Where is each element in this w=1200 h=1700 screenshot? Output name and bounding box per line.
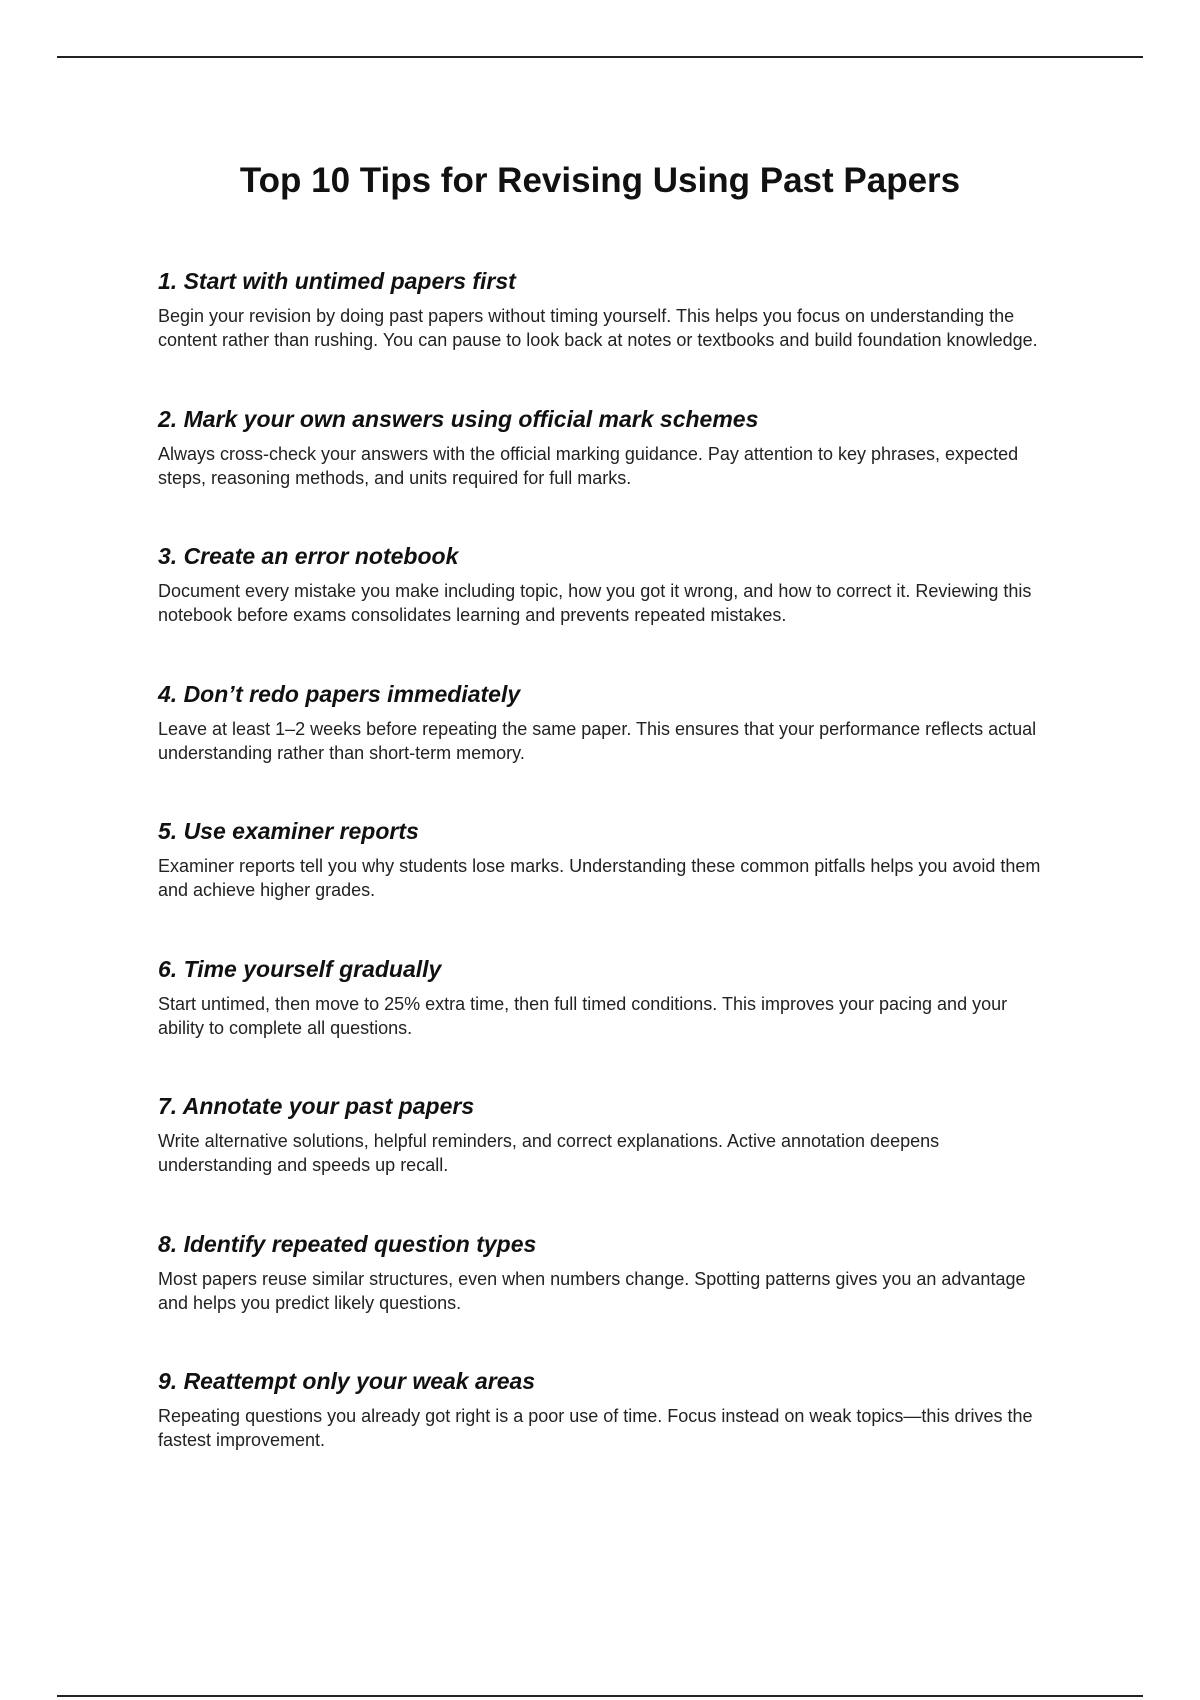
top-rule: [57, 56, 1143, 58]
tip-heading: 4. Don’t redo papers immediately: [158, 680, 521, 707]
tips-list: [158, 266, 1058, 1504]
tip-body: Write alternative solutions, helpful reminders, and correct explanations. Active annotation deepens understanding and speeds up recall.: [158, 1131, 940, 1175]
tip-heading: 8. Identify repeated question types: [158, 1230, 537, 1257]
tip-item-8: [158, 1229, 1058, 1367]
tip-body: Repeating questions you already got right is a poor use of time. Focus instead on weak topics—this drives the fastest improvement.: [158, 1406, 1033, 1450]
tip-body: Examiner reports tell you why students lose marks. Understanding these common pitfalls helps you avoid them and achieve higher grades.: [158, 856, 1041, 900]
tip-body: Most papers reuse similar structures, even when numbers change. Spotting patterns gives you an advantage and helps you predict likely questions.: [158, 1268, 1026, 1313]
tip-heading: 7. Annotate your past papers: [158, 1093, 475, 1119]
bottom-rule: [57, 1695, 1143, 1697]
tip-heading: 1. Start with untimed papers first: [158, 268, 516, 294]
tip-body: Leave at least 1–2 weeks before repeating the same paper. This ensures that your performance reflects actual understanding rather than short-term memory.: [158, 718, 1037, 763]
tip-heading: 2. Mark your own answers using official mark schemes: [158, 405, 759, 432]
tip-heading: 3. Create an error notebook: [158, 543, 459, 569]
page-title: Top 10 Tips for Revising Using Past Papers: [239, 161, 961, 200]
tip-body: Start untimed, then move to 25% extra time, then full timed conditions. This improves your pacing and your ability to complete all questions.: [158, 993, 1008, 1038]
tip-item-6: [158, 954, 1058, 1092]
tip-body: Begin your revision by doing past papers without timing yourself. This helps you focus on understanding the content rather than rushing. You can pause to look back at notes or textbooks and build foundation knowledge.: [158, 306, 1038, 350]
tip-body: Always cross-check your answers with the official marking guidance. Pay attention to key phrases, expected steps, reasoning methods, and units required for full marks.: [158, 443, 1019, 488]
tip-item-2: [158, 404, 1058, 542]
tip-body: Document every mistake you make including topic, how you got it wrong, and how to correct it. Reviewing this notebook before exams consolidates learning and prevents repeated mistakes.: [158, 581, 1032, 625]
tip-item-9: [158, 1366, 1058, 1504]
tip-item-7: [158, 1091, 1058, 1229]
tip-heading: 6. Time yourself gradually: [158, 955, 442, 982]
tip-item-1: [158, 266, 1058, 404]
tip-item-4: [158, 679, 1058, 817]
tip-item-3: [158, 541, 1058, 679]
tip-heading: 9. Reattempt only your weak areas: [158, 1368, 536, 1394]
tip-item-5: [158, 816, 1058, 954]
tip-heading: 5. Use examiner reports: [158, 818, 419, 844]
